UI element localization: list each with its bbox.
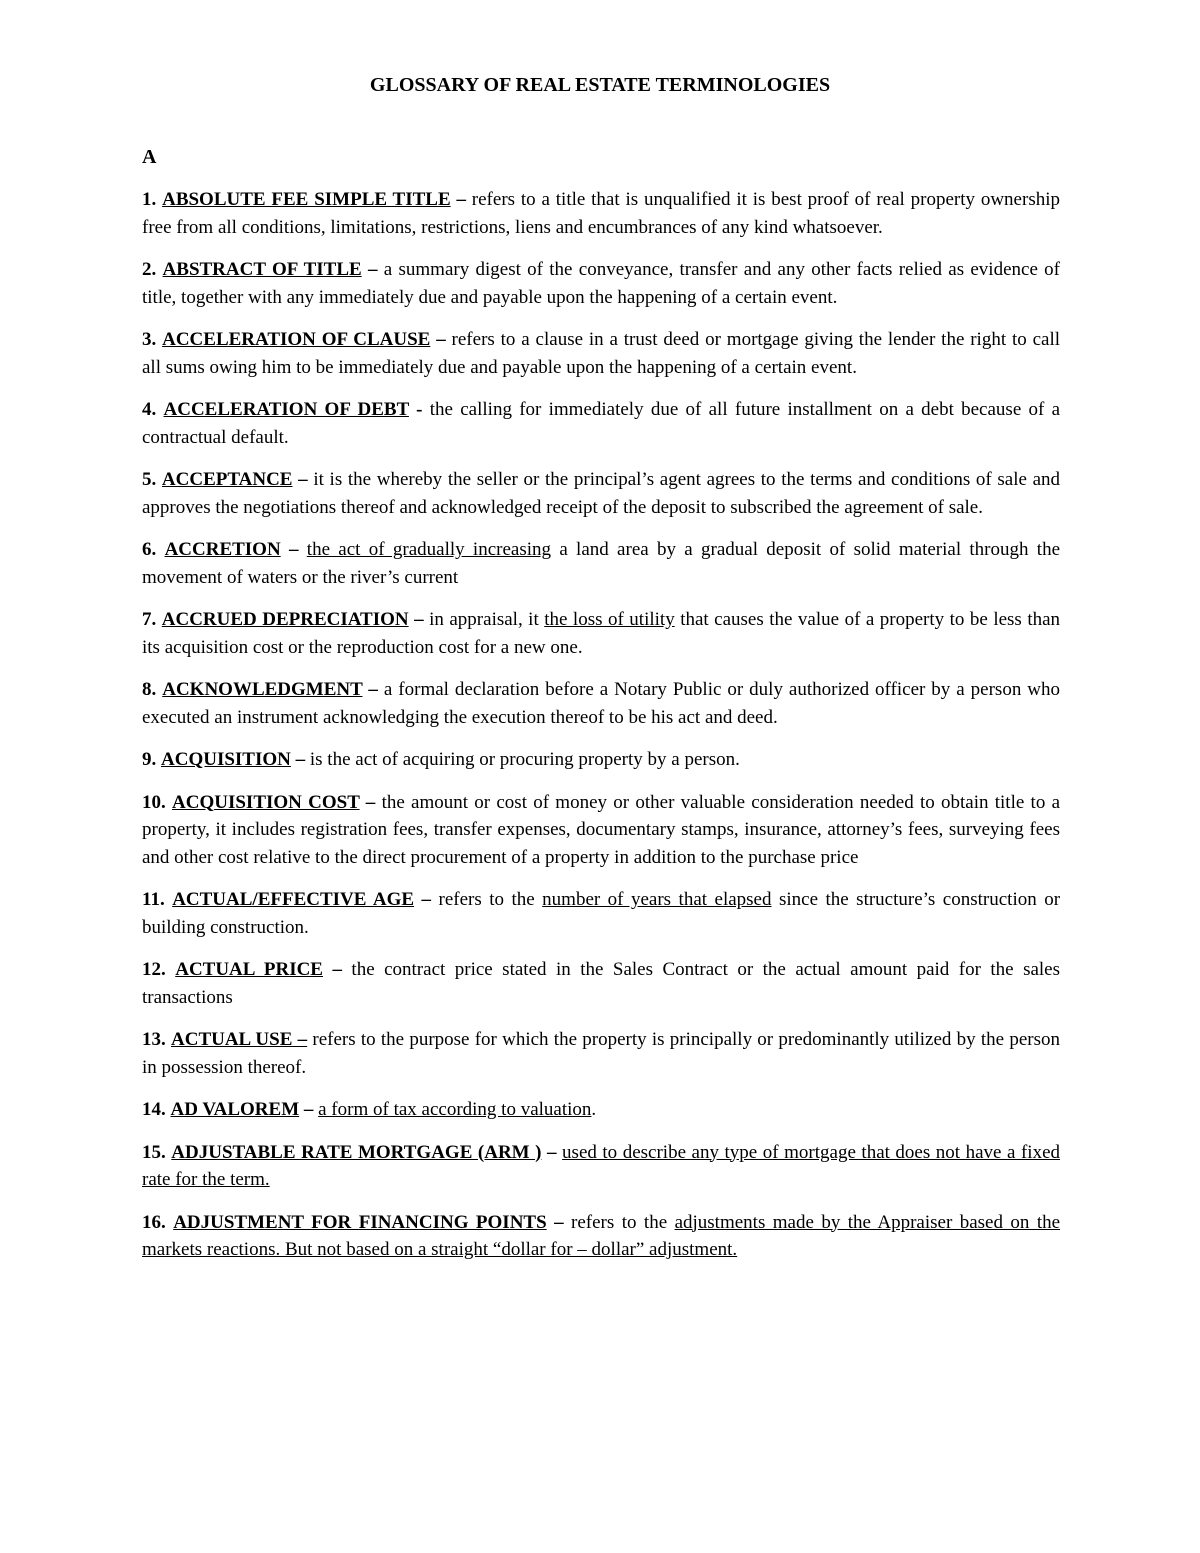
glossary-entry [142, 886, 1060, 941]
entry-term: ACTUAL USE – [171, 1029, 308, 1050]
entry-definition: . [591, 1099, 597, 1120]
entry-separator: – [280, 539, 307, 560]
entry-number: 2. [142, 259, 157, 280]
entry-separator: – [292, 469, 314, 490]
entry-number: 13. [142, 1029, 166, 1050]
entry-separator: – [290, 749, 310, 770]
entry-term: ADJUSTABLE RATE MORTGAGE (ARM ) [171, 1141, 542, 1163]
entry-separator: – [541, 1141, 563, 1163]
entry-number: 12. [142, 959, 166, 980]
entry-term: ACTUAL/EFFECTIVE AGE [172, 889, 415, 910]
entry-definition: refers to a title that is unqualified it is best proof of real property ownership free from all conditions, limitations, restrictions, liens and encumbrances of any kind whatsoever. [142, 189, 1060, 238]
entry-definition-lead: refers to the [438, 889, 543, 910]
entry-definition: a summary digest of the conveyance, transfer and any other facts relied as evidence of title, together with any immediately due and payable upon the happening of a certain event. [142, 259, 1060, 308]
entry-definition: the contract price stated in the Sales Contract or the actual amount paid for the sales transactions [142, 959, 1060, 1008]
entry-term: ACCEPTANCE [161, 469, 293, 490]
entry-emphasis: the loss of utility [544, 609, 675, 630]
entry-separator: – [359, 791, 382, 813]
entry-definition: since the structure’s construction or building construction. [142, 889, 1061, 938]
glossary-entry [142, 789, 1060, 872]
entry-definition-lead: refers to the [571, 1211, 675, 1233]
entry-definition: that causes the value of a property to be less than its acquisition cost or the reproduction cost for a new one. [142, 609, 1061, 658]
entry-separator: – [299, 1099, 319, 1120]
glossary-entry [142, 536, 1060, 591]
entry-number: 7. [142, 609, 157, 630]
entry-separator: – [450, 189, 472, 210]
entry-emphasis: used to describe any type of mortgage that does not have a fixed rate for the term. [142, 1141, 1061, 1190]
glossary-list [142, 186, 1060, 1279]
entry-number: 1. [142, 189, 157, 210]
glossary-entry [142, 1139, 1060, 1194]
entry-number: 16. [142, 1211, 166, 1233]
entry-separator: – [430, 329, 452, 350]
entry-term: ABSTRACT OF TITLE [162, 259, 362, 280]
entry-number: 14. [142, 1099, 166, 1120]
glossary-entry [142, 1096, 1060, 1124]
entry-term: ACCELERATION OF DEBT [163, 399, 409, 420]
entry-term: ADJUSTMENT FOR FINANCING POINTS [173, 1211, 547, 1233]
glossary-entry [142, 466, 1060, 521]
entry-number: 4. [142, 399, 157, 420]
section-letter: A [142, 146, 157, 168]
page-title: GLOSSARY OF REAL ESTATE TERMINOLOGIES [369, 74, 831, 96]
entry-number: 9. [142, 749, 157, 770]
glossary-entry [142, 256, 1060, 311]
entry-number: 10. [142, 791, 166, 813]
entry-term: ACCRETION [164, 539, 281, 560]
entry-separator: – [408, 609, 430, 630]
entry-definition-lead: in appraisal, it [429, 609, 545, 630]
entry-emphasis: number of years that elapsed [542, 889, 772, 910]
glossary-entry [142, 326, 1060, 381]
glossary-entry [142, 1209, 1060, 1264]
entry-definition: a land area by a gradual deposit of solid material through the movement of waters or the river’s current [142, 539, 1061, 588]
glossary-entry [142, 746, 1060, 774]
glossary-entry [142, 396, 1060, 451]
entry-definition: is the act of acquiring or procuring property by a person. [309, 749, 740, 770]
entry-number: 5. [142, 469, 157, 490]
glossary-entry [142, 1026, 1060, 1081]
glossary-entry [142, 676, 1060, 731]
entry-term: ACQUISITION [161, 749, 291, 770]
entry-term: ACCELERATION OF CLAUSE [162, 329, 431, 350]
entry-definition: refers to a clause in a trust deed or mortgage giving the lender the right to call all sums owing him to be immediately due and payable upon the happening of a certain event. [142, 329, 1061, 378]
entry-number: 3. [142, 329, 157, 350]
entry-term: ACKNOWLEDGMENT [162, 679, 363, 700]
entry-separator: – [546, 1211, 572, 1233]
entry-definition: refers to the purpose for which the property is principally or predominantly utilized by the person in possession thereof. [142, 1029, 1060, 1078]
entry-number: 6. [142, 539, 157, 560]
entry-number: 11. [142, 889, 165, 910]
glossary-entry [142, 606, 1060, 661]
entry-term: AD VALOREM [170, 1099, 300, 1120]
entry-number: 8. [142, 679, 157, 700]
entry-separator: – [361, 259, 384, 280]
entry-term: ACTUAL PRICE [175, 959, 323, 980]
entry-number: 15. [142, 1141, 166, 1163]
entry-definition: the amount or cost of money or other valuable consideration needed to obtain title to a property, it includes registration fees, transfer expenses, documentary stamps, insurance, attorney’s fees, surveying fees and other cost relative to the direct procurement of a property in addition to the purchase price [142, 791, 1061, 868]
entry-emphasis: a form of tax according to valuation [318, 1099, 592, 1120]
entry-term: ACCRUED DEPRECIATION [161, 609, 409, 630]
glossary-entry [142, 956, 1060, 1011]
entry-emphasis: adjustments made by the Appraiser based on the markets reactions. But not based on a straight “dollar for – dollar” adjustment. [142, 1211, 1061, 1260]
entry-separator: – [362, 679, 384, 700]
entry-term: ACQUISITION COST [172, 791, 360, 813]
entry-separator: – [322, 959, 352, 980]
entry-definition: the calling for immediately due of all future installment on a debt because of a contractual default. [142, 399, 1061, 448]
entry-separator: – [414, 889, 439, 910]
glossary-entry [142, 186, 1060, 241]
entry-term: ABSOLUTE FEE SIMPLE TITLE [162, 189, 451, 210]
entry-emphasis: the act of gradually increasing [306, 539, 552, 560]
entry-separator: - [408, 399, 430, 420]
entry-definition: a formal declaration before a Notary Public or duly authorized officer by a person who executed an instrument acknowledging the execution thereof to be his act and deed. [142, 679, 1061, 728]
entry-definition: it is the whereby the seller or the principal’s agent agrees to the terms and conditions of sale and approves the negotiations thereof and acknowledged receipt of the deposit to subscribed the agreement of sale. [142, 469, 1061, 518]
